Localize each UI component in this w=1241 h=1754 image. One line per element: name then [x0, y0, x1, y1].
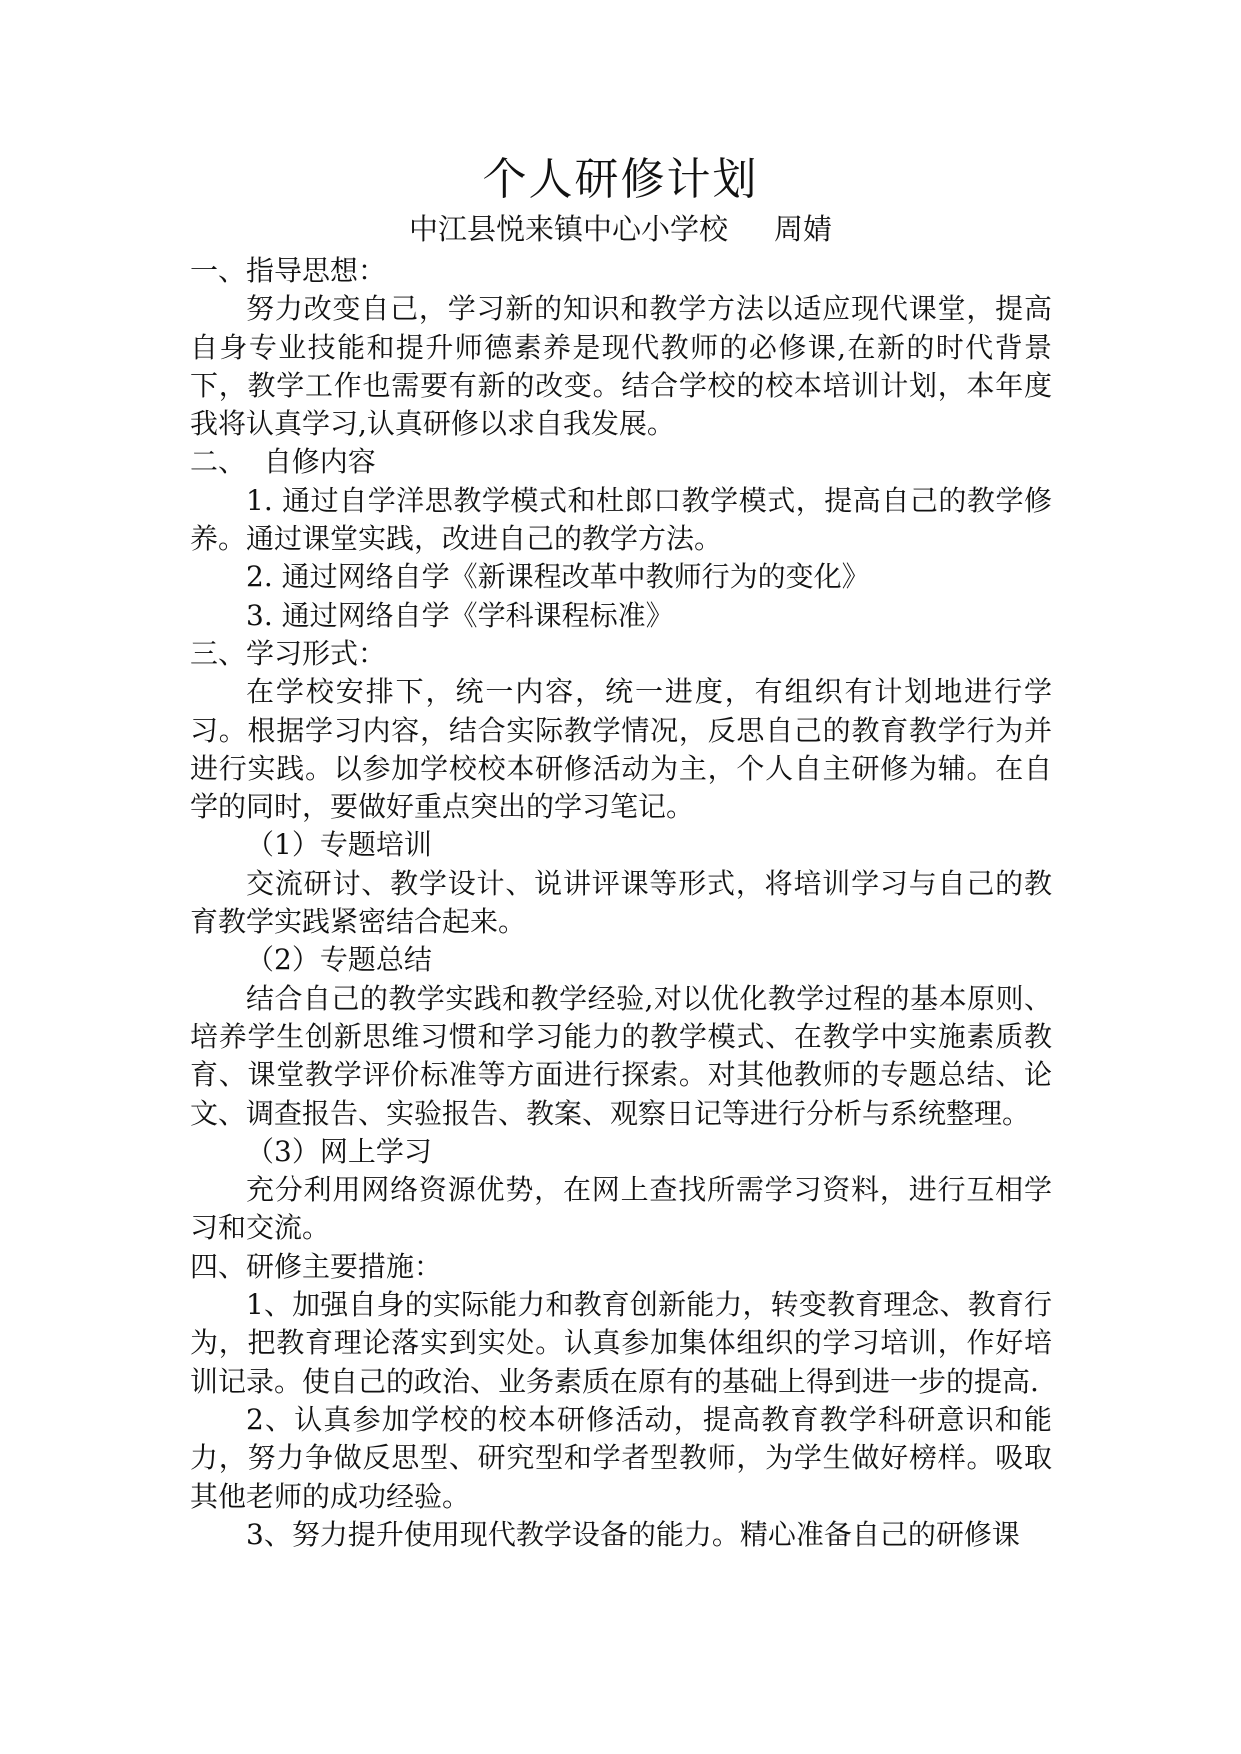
list-item: 1. 通过自学洋思教学模式和杜郎口教学模式，提高自己的教学修养。通过课堂实践，改进自己的教学方法。 [190, 483, 1052, 556]
subheading: （1）专题培训 [246, 828, 432, 862]
school-name: 中江县悦来镇中心小学校 [408, 212, 728, 246]
section-heading-1: 一、指导思想： [190, 254, 387, 287]
list-item: 1、加强自身的实际能力和教育创新能力，转变教育理念、教育行为，把教育理论落实到实处。认真参加集体组织的学习培训，作好培训记录。使自己的政治、业务素质在原有的基础上得到进一步的提高. [190, 1288, 1052, 1398]
page-title: 个人研修计划 [482, 154, 759, 205]
section-heading-4: 四、研修主要措施： [190, 1249, 443, 1283]
document-body [190, 252, 1052, 1554]
list-item: 3. 通过网络自学《学科课程标准》 [246, 598, 674, 632]
list-item: 2、认真参加学校的校本研修活动，提高教育教学科研意识和能力，努力争做反思型、研究型和学者型教师，为学生做好榜样。吸取其他老师的成功经验。 [190, 1402, 1052, 1513]
subheading: （3）网上学习 [246, 1134, 432, 1168]
paragraph: 交流研讨、教学设计、说讲评课等形式，将培训学习与自己的教育教学实践紧密结合起来。 [190, 866, 1052, 939]
section-heading-3: 三、学习形式： [190, 636, 387, 670]
paragraph: 努力改变自己，学习新的知识和教学方法以适应现代课堂，提高自身专业技能和提升师德素养是现代教师的必修课,在新的时代背景下，教学工作也需要有新的改变。结合学校的校本培训计划，本年度我将认真学习,认真研修以求自我发展。 [190, 292, 1052, 441]
paragraph: 充分利用网络资源优势，在网上查找所需学习资料，进行互相学习和交流。 [190, 1173, 1052, 1245]
author-name: 周婧 [774, 212, 833, 246]
author-line [0, 209, 1241, 249]
section-heading-2: 二、 自修内容 [190, 445, 376, 479]
subheading: （2）专题总结 [246, 943, 432, 977]
paragraph: 在学校安排下，统一内容，统一进度，有组织有计划地进行学习。根据学习内容，结合实际教学情况，反思自己的教育教学行为并进行实践。以参加学校校本研修活动为主，个人自主研修为辅。在自学的同时，要做好重点突出的学习笔记。 [190, 675, 1052, 824]
paragraph: 结合自己的教学实践和教学经验,对以优化教学过程的基本原则、培养学生创新思维习惯和学习能力的教学模式、在教学中实施素质教育、课堂教学评价标准等方面进行探索。对其他教师的专题总结、论文、调查报告、实验报告、教案、观察日记等进行分析与系统整理。 [190, 981, 1052, 1130]
list-item: 3、努力提升使用现代教学设备的能力。精心准备自己的研修课 [246, 1517, 1020, 1551]
list-item: 2. 通过网络自学《新课程改革中教师行为的变化》 [246, 560, 870, 594]
